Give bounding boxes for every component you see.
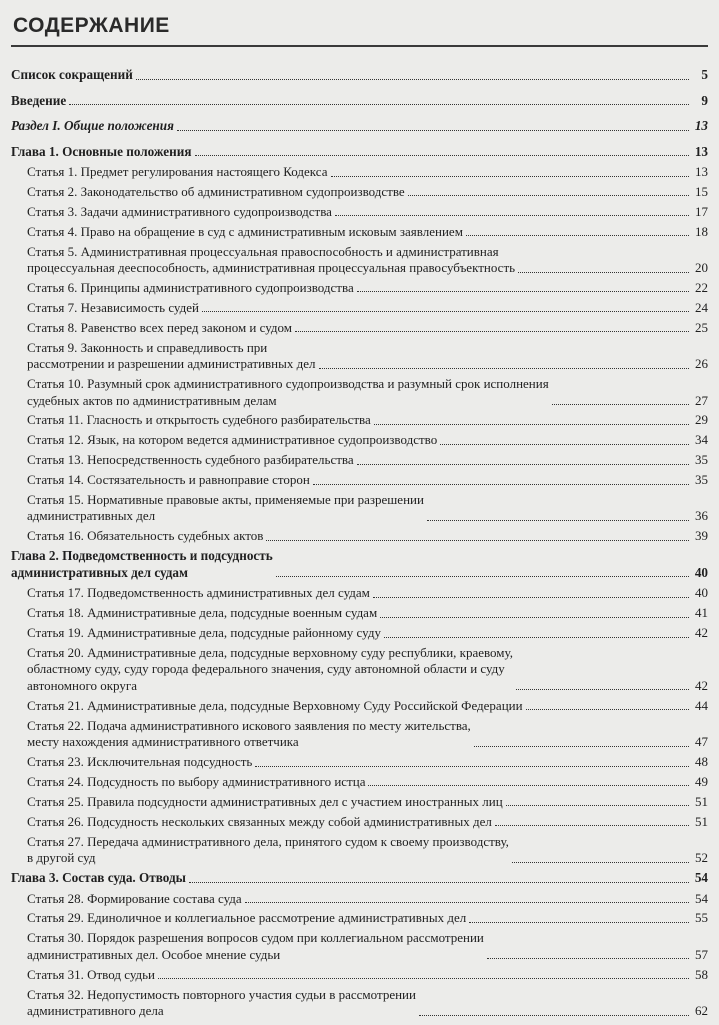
dot-leader [295,331,689,332]
toc-entry-title: Статья 25. Правила подсудности административных дел с участием иностранных лиц [27,793,503,809]
toc-entry-title: Статья 28. Формирование состава суда [27,890,242,906]
toc-page-number: 27 [695,392,708,408]
toc-page-number: 54 [695,890,708,906]
toc-page-number: 22 [695,279,708,295]
toc-entry-title: Статья 7. Независимость судей [27,299,199,315]
toc-entry-title: Статья 17. Подведомственность административных дел судам [27,585,370,601]
toc-page-number: 17 [695,203,708,219]
toc-entry-title: Статья 18. Административные дела, подсудные военным судам [27,605,378,621]
toc-entry-art[interactable] [11,432,708,449]
toc-entry-art[interactable] [11,184,708,201]
dot-leader [419,1015,689,1016]
toc-entry-sec[interactable] [11,93,708,110]
toc-entry-title: Статья 16. Обязательность судебных актов [27,528,264,544]
toc-page-number: 48 [695,754,708,770]
dot-leader [335,215,689,216]
toc-entry-art[interactable] [11,987,708,1020]
toc-page-number: 40 [695,585,708,601]
toc-entry-art[interactable] [11,834,708,867]
page-title: СОДЕРЖАНИЕ [13,14,170,37]
toc-entry-title: Глава 2. Подведомственность и подсудность административных дел судам [11,548,273,580]
toc-entry-art[interactable] [11,814,708,831]
toc-entry-art[interactable] [11,891,708,908]
toc-entry-art[interactable] [11,698,708,715]
toc-page-number: 44 [695,697,708,713]
toc-page-number: 49 [695,773,708,789]
dot-leader [469,922,689,923]
toc-page-number: 42 [695,625,708,641]
toc-entry-title: Статья 1. Предмет регулирования настоящего Кодекса [27,164,328,179]
toc-page-number: 62 [695,1003,708,1019]
toc-page-number: 24 [695,299,708,315]
toc-page-number: 13 [694,118,708,133]
dot-leader [466,235,689,236]
toc-entry-art[interactable] [11,472,708,489]
dot-leader [487,958,689,959]
toc-entry-title: Статья 31. Отвод судьи [27,966,156,982]
toc-page-number: 52 [695,850,708,866]
toc-entry-title: Статья 9. Законность и справедливость при рассмотрении и разрешении административных дел [27,339,316,372]
toc-entry-art[interactable] [11,300,708,317]
toc-entry-title: Статья 20. Административные дела, подсудные верховному суду республики, краевому, областному суду, суду города федерального значения, суду автономной области и суду автономного округа [27,644,513,693]
dot-leader [495,825,689,826]
toc-page-number: 40 [694,564,708,580]
toc-entry-art[interactable] [11,376,708,409]
toc-page-number: 15 [695,183,708,199]
dot-leader [374,424,689,425]
toc-entry-art[interactable] [11,320,708,337]
toc-entry-title: Статья 5. Административная процессуальная правоспособность и административная процессуальная дееспособность, административная процессуальная правосубъектность [27,243,516,276]
toc-entry-art[interactable] [11,754,708,771]
toc-page-number: 57 [695,946,708,962]
toc-page-number: 29 [695,412,708,428]
toc-entry-sec[interactable] [11,67,708,84]
dot-leader [158,978,689,979]
dot-leader [427,520,689,521]
toc-entry-title: Введение [11,92,67,108]
dot-leader [380,617,689,618]
toc-page-number: 41 [695,605,708,621]
toc-entry-art[interactable] [11,774,708,791]
toc-entry-title: Статья 4. Право на обращение в суд с административным исковым заявлением [27,223,463,239]
toc-page-number: 20 [695,260,708,276]
toc-entry-title: Статья 24. Подсудность по выбору административного истца [27,773,366,789]
toc-page-number: 51 [695,813,708,829]
toc-entry-title: Статья 32. Недопустимость повторного участия судьи в рассмотрении административного дела [27,986,416,1019]
toc-entry-part[interactable] [11,118,708,135]
toc-entry-chap[interactable] [11,870,708,887]
toc-entry-art[interactable] [11,492,708,525]
toc-page-number: 9 [701,92,708,108]
toc-entry-title: Статья 12. Язык, на котором ведется административное судопроизводство [27,432,438,448]
dot-leader [195,155,690,156]
toc-entry-chap[interactable] [11,144,708,161]
toc-page-number: 54 [694,870,708,886]
dot-leader [331,176,690,177]
toc-entry-art[interactable] [11,528,708,545]
dot-leader [518,272,689,273]
toc-entry-art[interactable] [11,452,708,469]
toc-entry-art[interactable] [11,718,708,751]
toc-entry-title: Статья 19. Административные дела, подсудные районному суду [27,625,381,641]
toc-page-number: 35 [695,472,708,488]
toc-entry-art[interactable] [11,967,708,984]
toc-page-number: 25 [695,319,708,335]
dot-leader [506,805,689,806]
toc-entry-title: Глава 3. Состав суда. Отводы [11,870,186,886]
dot-leader [245,902,689,903]
toc-page-number: 36 [695,508,708,524]
toc-page-number: 5 [701,67,708,82]
dot-leader [526,709,689,710]
dot-leader [319,368,690,369]
toc-entry-art[interactable] [11,412,708,429]
toc-page-number: 26 [695,356,708,372]
dot-leader [474,746,689,747]
dot-leader [440,444,689,445]
dot-leader [373,597,689,598]
toc-entry-art[interactable] [11,585,708,602]
toc-entry-art[interactable] [11,164,708,181]
toc-page-number: 13 [695,164,708,179]
toc-entry-title: Статья 2. Законодательство об административном судопроизводстве [27,183,405,199]
toc-entry-title: Статья 21. Административные дела, подсудные Верховному Суду Российской Федерации [27,697,523,713]
toc-page-number: 47 [695,734,708,750]
toc-entry-title: Статья 11. Гласность и открытость судебного разбирательства [27,412,371,428]
toc-entry-title: Статья 23. Исключительная подсудность [27,754,253,770]
toc-entry-title: Статья 30. Порядок разрешения вопросов судом при коллегиальном рассмотрении административных дел. Особое мнение судьи [27,930,484,962]
toc-page-number: 13 [694,143,708,159]
dot-leader [255,766,689,767]
toc-entry-title: Статья 3. Задачи административного судопроизводства [27,203,332,219]
toc-entry-art[interactable] [11,625,708,642]
dot-leader [384,637,689,638]
dot-leader [276,576,689,577]
toc-page-number: 55 [695,910,708,926]
toc-entry-title: Статья 27. Передача административного дела, принятого судом к своему производству, в другой суд [27,833,509,866]
toc-entry-art[interactable] [11,280,708,297]
toc-entry-title: Статья 26. Подсудность нескольких связанных между собой административных дел [27,813,492,829]
toc-list [11,67,708,1020]
toc-entry-title: Статья 14. Состязательность и равноправие сторон [27,472,310,488]
toc-entry-art[interactable] [11,204,708,221]
toc-entry-art[interactable] [11,930,708,963]
toc-entry-art[interactable] [11,244,708,277]
dot-leader [136,79,689,80]
dot-leader [512,862,689,863]
toc-entry-art[interactable] [11,605,708,622]
toc-entry-title: Список сокращений [11,67,133,82]
toc-entry-title: Статья 13. Непосредственность судебного разбирательства [27,452,354,468]
toc-page-number: 39 [695,528,708,544]
toc-page-number: 58 [695,966,708,982]
dot-leader [266,540,689,541]
dot-leader [69,104,689,105]
toc-entry-title: Статья 22. Подача административного искового заявления по месту жительства, месту нахождения административного ответчика [27,717,471,750]
toc-entry-title: Статья 8. Равенство всех перед законом и судом [27,319,293,335]
toc-entry-art[interactable] [11,224,708,241]
toc-entry-art[interactable] [11,645,708,695]
dot-leader [368,785,689,786]
toc-page-number: 34 [695,432,708,448]
dot-leader [202,311,689,312]
toc-entry-title: Статья 10. Разумный срок административного судопроизводства и разумный срок исполнения судебных актов по административным делам [27,376,549,408]
toc-entry-title: Статья 29. Единоличное и коллегиальное рассмотрение административных дел [27,910,467,926]
dot-leader [516,689,689,690]
toc-entry-chap[interactable] [11,548,708,581]
dot-leader [357,464,689,465]
dot-leader [408,195,689,196]
toc-page-number: 18 [695,223,708,239]
toc-entry-art[interactable] [11,794,708,811]
toc-page-number: 51 [695,793,708,809]
toc-entry-title: Глава 1. Основные положения [11,143,192,159]
dot-leader [189,882,689,883]
toc-entry-art[interactable] [11,340,708,373]
dot-leader [552,404,689,405]
toc-page-number: 42 [695,677,708,693]
toc-entry-title: Статья 15. Нормативные правовые акты, применяемые при разрешении административных дел [27,491,424,524]
toc-page-number: 35 [695,452,708,468]
title-rule [11,45,708,47]
toc-entry-title: Раздел I. Общие положения [11,118,174,133]
dot-leader [177,130,689,131]
toc-entry-title: Статья 6. Принципы административного судопроизводства [27,279,354,295]
dot-leader [313,484,689,485]
dot-leader [357,291,689,292]
toc-entry-art[interactable] [11,910,708,927]
